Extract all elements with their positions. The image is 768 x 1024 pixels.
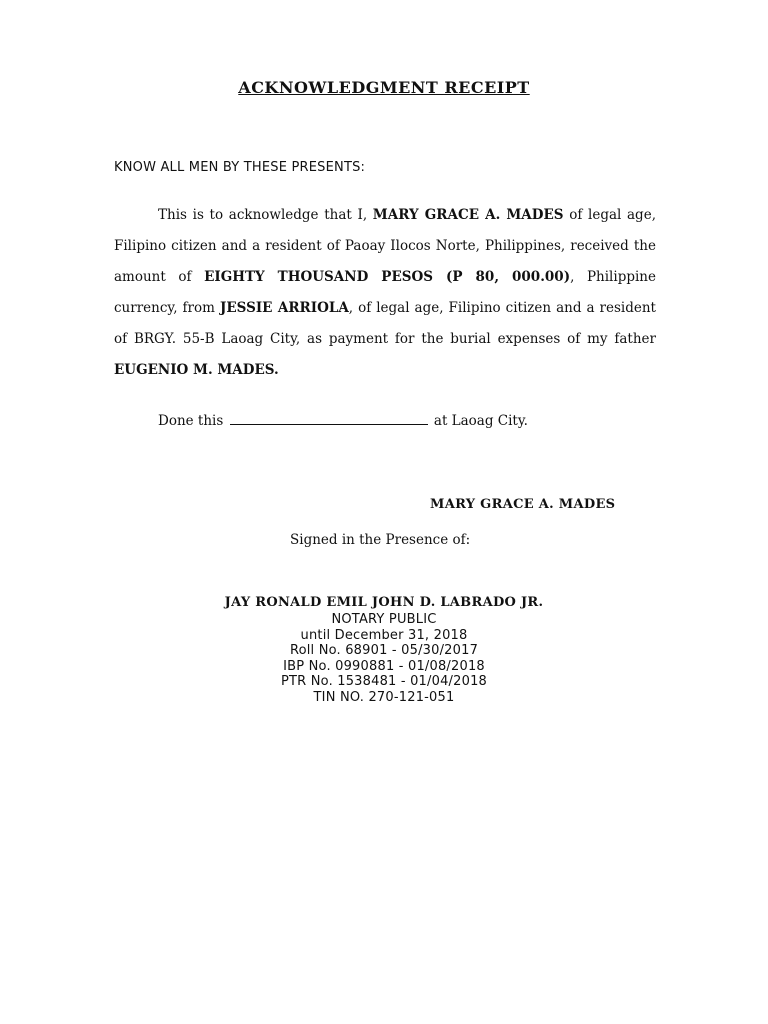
notary-name: JAY RONALD EMIL JOHN D. LABRADO JR. bbox=[224, 595, 544, 610]
notary-tin: TIN NO. 270-121-051 bbox=[313, 689, 455, 705]
body-text-1: This is to acknowledge that I, bbox=[158, 207, 373, 223]
recipient-name: MARY GRACE A. MADES bbox=[372, 207, 564, 223]
father-name: EUGENIO M. MADES. bbox=[114, 362, 279, 378]
notary-until: until December 31, 2018 bbox=[300, 627, 468, 643]
document-title: ACKNOWLEDGMENT RECEIPT bbox=[238, 78, 530, 97]
body-paragraph bbox=[114, 200, 656, 386]
signer-name: MARY GRACE A. MADES bbox=[430, 497, 616, 512]
salutation: KNOW ALL MEN BY THESE PRESENTS: bbox=[114, 160, 366, 175]
date-blank-line bbox=[230, 414, 428, 425]
payer-name: JESSIE ARRIOLA bbox=[219, 300, 349, 316]
notary-roll: Roll No. 68901 - 05/30/2017 bbox=[289, 643, 479, 658]
body-text-2: of legal age, Filipino citizen and a resident of Paoay Ilocos Norte, Philippines, received the amount of bbox=[114, 207, 656, 285]
done-prefix: Done this bbox=[158, 413, 224, 429]
notary-ibp: IBP No. 0990881 - 01/08/2018 bbox=[283, 658, 485, 674]
notary-title: NOTARY PUBLIC bbox=[331, 612, 437, 627]
body-text-4: , of legal age, Filipino citizen and a resident of BRGY. 55-B Laoag City, as payment for the burial expenses of my father bbox=[114, 300, 656, 347]
done-line bbox=[158, 413, 528, 429]
done-suffix: at Laoag City. bbox=[433, 413, 528, 429]
presence-label: Signed in the Presence of: bbox=[290, 532, 471, 548]
notary-ptr: PTR No. 1538481 - 01/04/2018 bbox=[280, 674, 488, 689]
notary-block bbox=[0, 594, 768, 705]
amount-text: EIGHTY THOUSAND PESOS (P 80, 000.00) bbox=[204, 269, 571, 285]
body-text-3: , Philippine currency, from bbox=[114, 269, 656, 316]
